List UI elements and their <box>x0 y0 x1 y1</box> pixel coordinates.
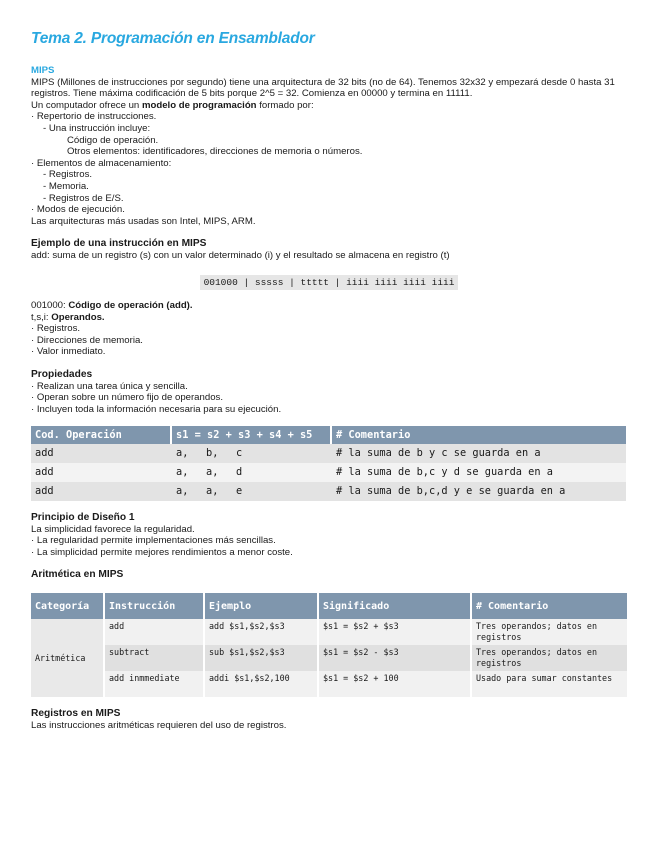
list-item: · La simplicidad permite mejores rendimientos a menor coste. <box>31 546 293 558</box>
model-line: Un computador ofrece un modelo de programación formado por: <box>31 99 314 111</box>
list-item: Código de operación. <box>67 134 159 146</box>
list-item: · Repertorio de instrucciones. <box>31 111 157 123</box>
design-heading: Principio de Diseño 1 <box>31 511 135 523</box>
table-header: Ejemplo <box>204 593 318 619</box>
list-item: · Realizan una tarea única y sencilla. <box>31 380 188 392</box>
list-item: - Registros de E/S. <box>43 192 124 204</box>
list-item: · Valor inmediato. <box>31 346 106 358</box>
operations-table <box>31 426 627 501</box>
table-header: # Comentario <box>331 426 626 444</box>
list-item: - Memoria. <box>43 180 89 192</box>
registers-heading: Registros en MIPS <box>31 708 121 720</box>
table-header: s1 = s2 + s3 + s4 + s5 <box>171 426 331 444</box>
design-intro: La simplicidad favorece la regularidad. <box>31 523 195 535</box>
registers-text: Las instrucciones aritméticas requieren del uso de registros. <box>31 720 287 732</box>
list-item: · Operan sobre un número fijo de operandos. <box>31 392 223 404</box>
architectures-line: Las arquitecturas más usadas son Intel, MIPS, ARM. <box>31 215 256 227</box>
category-cell: Aritmética <box>31 619 104 697</box>
list-item: · Elementos de almacenamiento: <box>31 157 172 169</box>
example-description: add: suma de un registro (s) con un valor determinado (i) y el resultado se almacena en registro (t) <box>31 250 450 262</box>
list-item: · Registros. <box>31 323 81 335</box>
opcode-line: 001000: Código de operación (add). <box>31 299 193 311</box>
operands-line: t,s,i: Operandos. <box>31 311 105 323</box>
example-heading: Ejemplo de una instrucción en MIPS <box>31 238 207 250</box>
table-row: add inmmediate addi $s1,$s2,100 $s1 = $s2 + 100 Usado para sumar constantes <box>31 671 627 697</box>
document-page <box>31 30 627 732</box>
table-row: add a, a, d # la suma de b,c y d se guarda en a <box>31 463 626 482</box>
list-item: · Direcciones de memoria. <box>31 334 143 346</box>
list-item: - Una instrucción incluye: <box>43 122 151 134</box>
page-title: Tema 2. Programación en Ensamblador <box>31 30 315 47</box>
instruction-format <box>31 272 627 290</box>
mips-paragraph: MIPS (Millones de instrucciones por segundo) tiene una arquitectura de 32 bits (no de 64). Tenemos 32x32 y empezará desde 0 hasta 31 registros. Tiene máxima codificación de 5 bits porque 2^5 = 32. Comienza en 00000 y termina en 11111. <box>31 76 615 100</box>
table-header: Categoría <box>31 593 104 619</box>
model-bold: modelo de programación <box>141 99 257 111</box>
table-row: Aritmética add add $s1,$s2,$s3 $s1 = $s2 + $s3 Tres operandos; datos en registros <box>31 619 627 645</box>
list-item: - Registros. <box>43 169 93 181</box>
table-row: add a, b, c # la suma de b y c se guarda en a <box>31 444 626 463</box>
arithmetic-table <box>31 593 627 697</box>
list-item: · La regularidad permite implementaciones más sencillas. <box>31 535 276 547</box>
table-header: Instrucción <box>104 593 204 619</box>
table-header: # Comentario <box>471 593 627 619</box>
arith-heading: Aritmética en MIPS <box>31 569 124 581</box>
instruction-code: 001000 | sssss | ttttt | iiii iiii iiii iiii <box>200 275 459 290</box>
mips-heading: MIPS <box>31 65 55 76</box>
table-header: Significado <box>318 593 471 619</box>
table-row: add a, a, e # la suma de b,c,d y e se guarda en a <box>31 482 626 501</box>
list-item: Otros elementos: identificadores, direcciones de memoria o números. <box>67 146 363 158</box>
list-item: · Modos de ejecución. <box>31 204 125 216</box>
properties-heading: Propiedades <box>31 368 93 380</box>
table-header: Cod. Operación <box>31 426 171 444</box>
table-row: subtract sub $s1,$s2,$s3 $s1 = $s2 - $s3 Tres operandos; datos en registros <box>31 645 627 671</box>
list-item: · Incluyen toda la información necesaria para su ejecución. <box>31 404 282 416</box>
